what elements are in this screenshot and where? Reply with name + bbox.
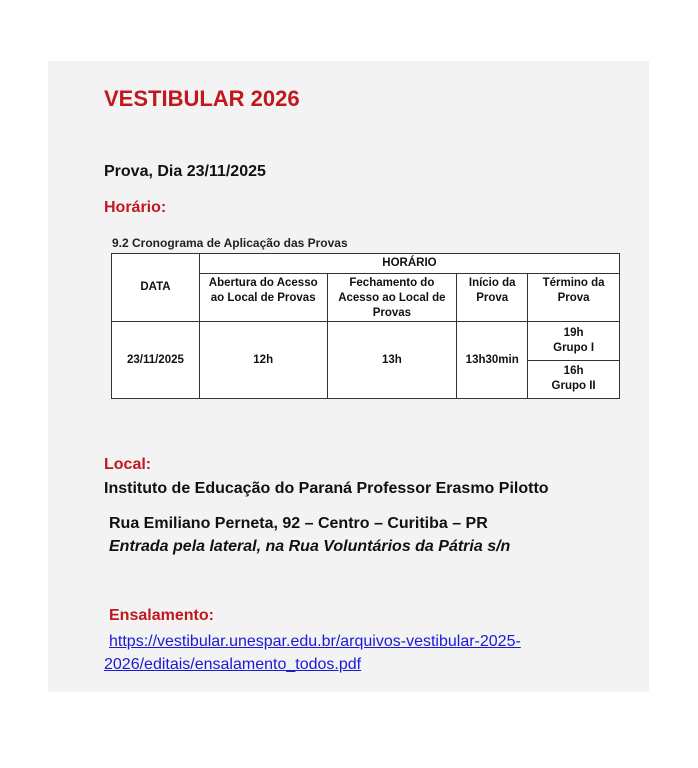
header-horario: HORÁRIO: [199, 254, 619, 274]
room-assignment-label: Ensalamento:: [109, 607, 214, 624]
header-fechamento: Fechamento do Acesso ao Local de Provas: [327, 274, 457, 322]
cell-termino-1: [528, 322, 620, 360]
cell-inicio: 13h30min: [457, 322, 528, 399]
cell-abertura: 12h: [199, 322, 327, 399]
termino-2-group: Grupo II: [551, 380, 596, 393]
room-assignment-link[interactable]: [104, 630, 584, 676]
institution-name: Instituto de Educação do Paraná Professor Erasmo Pilotto: [104, 480, 549, 497]
address: Rua Emiliano Perneta, 92 – Centro – Curitiba – PR: [109, 515, 488, 532]
schedule-label: Horário:: [104, 199, 167, 216]
schedule-table: [111, 253, 620, 399]
link-line-2[interactable]: 2026/editais/ensalamento_todos.pdf: [104, 656, 362, 673]
entrance-note: Entrada pela lateral, na Rua Voluntários da Pátria s/n: [109, 538, 511, 555]
cell-data: 23/11/2025: [112, 322, 200, 399]
schedule-table-caption: 9.2 Cronograma de Aplicação das Provas: [112, 236, 348, 250]
termino-1-time: 19h: [563, 327, 584, 340]
header-termino: Término da Prova: [528, 274, 620, 322]
header-abertura: Abertura do Acesso ao Local de Provas: [199, 274, 327, 322]
exam-date: Prova, Dia 23/11/2025: [104, 163, 266, 180]
cell-fechamento: 13h: [327, 322, 457, 399]
link-line-1[interactable]: https://vestibular.unespar.edu.br/arquivos-vestibular-2025-: [109, 633, 521, 650]
header-data: DATA: [112, 254, 200, 322]
cell-termino-2: [528, 360, 620, 398]
termino-2-time: 16h: [563, 365, 584, 378]
location-label: Local:: [104, 456, 152, 473]
page-title: VESTIBULAR 2026: [104, 86, 300, 111]
header-inicio: Início da Prova: [457, 274, 528, 322]
termino-1-group: Grupo I: [553, 342, 595, 355]
